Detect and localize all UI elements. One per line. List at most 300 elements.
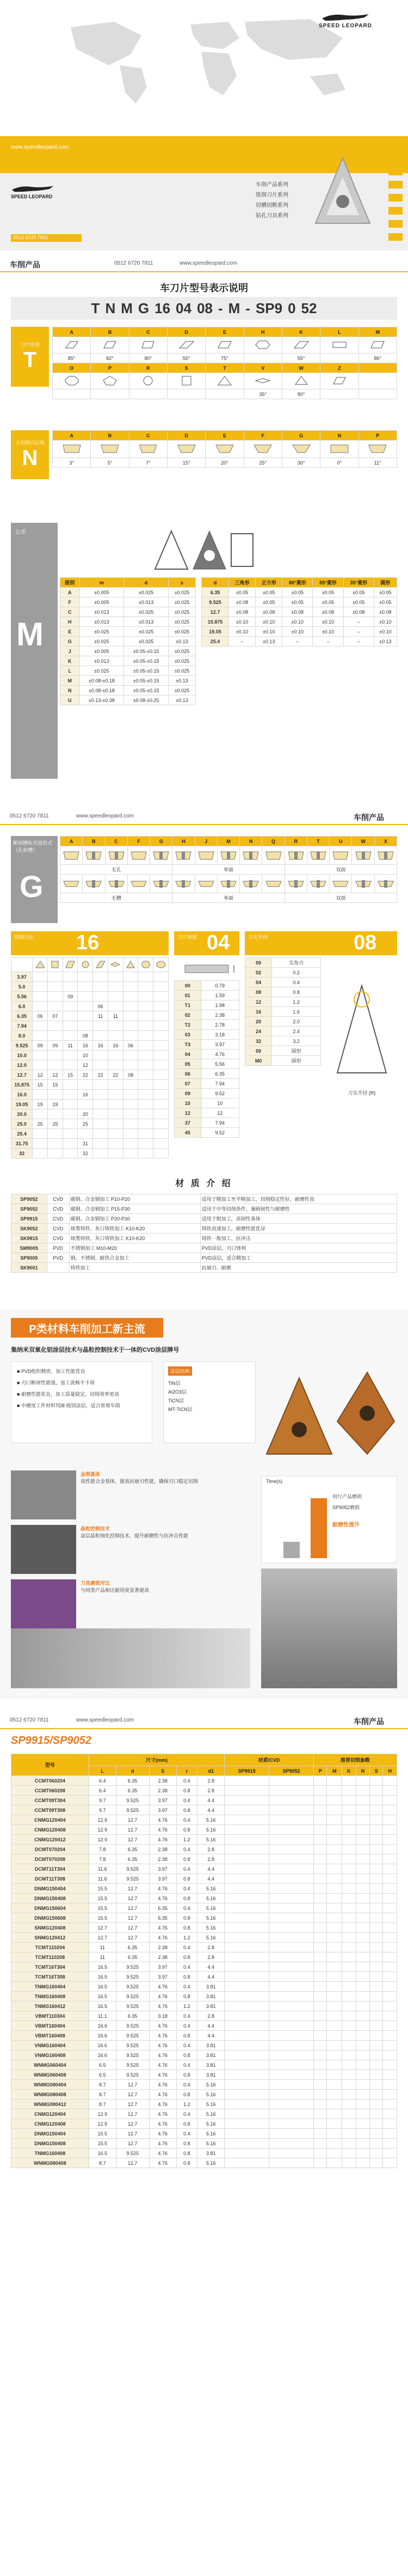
product-cell: 0.4 bbox=[176, 1903, 197, 1913]
hexagon-icon bbox=[244, 337, 282, 353]
cover-website[interactable]: www.speedleopard.com bbox=[11, 144, 69, 150]
insert-section-icon bbox=[307, 846, 329, 865]
size-cell bbox=[123, 1100, 138, 1109]
ic-col: 35°菱形 bbox=[343, 578, 374, 588]
size-cell bbox=[108, 1021, 123, 1031]
material-cell: SK9052 bbox=[11, 1224, 47, 1234]
insert-section-icon bbox=[374, 846, 397, 865]
material-cell: PVD bbox=[47, 1243, 69, 1253]
material-cell: 铸铁一般加工，抗冲击 bbox=[200, 1234, 397, 1243]
product-cell: 2.38 bbox=[149, 1845, 176, 1854]
product-cell: 12.9 bbox=[89, 2109, 116, 2119]
size-cell bbox=[33, 1002, 48, 1011]
product-cell: 12.7 bbox=[116, 2090, 149, 2099]
size-cell: 06 bbox=[93, 1002, 108, 1011]
product-cell: 4.76 bbox=[149, 2139, 176, 2148]
size-cell: 10 bbox=[78, 1051, 93, 1060]
thick-cell: 06 bbox=[175, 1069, 201, 1079]
product-cell: 4.76 bbox=[149, 2001, 176, 2011]
thick-row bbox=[175, 1010, 239, 1020]
material-cell: SP9052 bbox=[11, 1194, 47, 1204]
g-icon-row bbox=[60, 846, 397, 865]
product-cell: 0.4 bbox=[176, 1982, 197, 1992]
section4-phone: 0512 6720 7811 bbox=[10, 1717, 49, 1723]
size-cell bbox=[138, 1041, 153, 1051]
cover-menu-item[interactable]: 铣削刀片系列 bbox=[256, 192, 288, 198]
chart-legend: SP9052磨损 bbox=[332, 1505, 360, 1510]
rhombus-icon bbox=[91, 337, 129, 353]
cover-brand-name: SPEED LEOPARD bbox=[11, 194, 53, 199]
size-cell bbox=[33, 982, 48, 992]
product-cell: 1.2 bbox=[176, 2001, 197, 2011]
ic-cell: ±0.05 bbox=[343, 597, 374, 607]
size-cell: 09 bbox=[63, 992, 78, 1002]
insert-section-icon bbox=[83, 846, 105, 865]
tolerance-cell: ±0.025 bbox=[168, 607, 195, 617]
product-cell: 2.38 bbox=[149, 1943, 176, 1952]
shape-angle: 85° bbox=[53, 353, 91, 363]
feature-text: 涂层晶粒细化控制技术，提升耐磨性与抗冲击性能 bbox=[81, 1533, 189, 1539]
product-cell: 4.76 bbox=[149, 2031, 176, 2041]
size-header bbox=[11, 931, 169, 955]
g-code: B bbox=[83, 837, 105, 846]
feature-list bbox=[11, 1470, 250, 1628]
size-cell bbox=[108, 1119, 123, 1129]
size-cell bbox=[153, 1060, 169, 1070]
product-cell: DCMT11T304 bbox=[11, 1864, 89, 1874]
product-cell: 0.8 bbox=[176, 1825, 197, 1835]
size-cell: 6.35 bbox=[11, 1011, 33, 1021]
product-cell: 9.525 bbox=[116, 2070, 149, 2080]
product-cell: 0.8 bbox=[176, 2139, 197, 2148]
shape-angle: 80° bbox=[282, 389, 320, 399]
cover-menu-item[interactable]: 切槽切断系列 bbox=[256, 203, 288, 209]
size-cell bbox=[108, 1080, 123, 1090]
product-cell: 16.5 bbox=[89, 2148, 116, 2158]
product-cell: 11.1 bbox=[89, 2011, 116, 2021]
material-cell: 铸铁高速加工，耐磨性能优异 bbox=[200, 1224, 397, 1234]
bullet-item: ■ PVD组织精密，加工性能优良 bbox=[17, 1369, 85, 1374]
relief-angle-icon bbox=[358, 441, 397, 458]
tolerance-cell: N bbox=[60, 686, 80, 695]
feature-text: 与同类产品相比耐用度显著提高 bbox=[81, 1588, 150, 1593]
product-row bbox=[11, 2139, 397, 2148]
product-cell: 5.16 bbox=[197, 2109, 225, 2119]
product-cell: 16.6 bbox=[89, 2031, 116, 2041]
ic-col: 圆形 bbox=[374, 578, 397, 588]
cover-phone: 0512 6720 7811 bbox=[13, 235, 48, 240]
pentagon-icon bbox=[91, 373, 129, 389]
insert-section-icon bbox=[127, 846, 150, 865]
product-cell: 3.97 bbox=[149, 1864, 176, 1874]
coating-structure bbox=[163, 1362, 256, 1443]
size-cell bbox=[123, 1119, 138, 1129]
relief-angle-icon bbox=[282, 441, 320, 458]
product-cell: 9.525 bbox=[116, 2050, 149, 2060]
rhombus-icon bbox=[244, 373, 282, 389]
size-cell bbox=[93, 1109, 108, 1119]
size-cell bbox=[33, 1090, 48, 1100]
product-cell: 5.16 bbox=[197, 1903, 225, 1913]
tolerance-cell: ±0.025 bbox=[79, 627, 124, 637]
ic-cell: ±0.13 bbox=[374, 637, 397, 646]
size-cell bbox=[63, 1119, 78, 1129]
radius-cell: 3.2 bbox=[272, 1036, 321, 1046]
tolerance-panel bbox=[11, 523, 58, 779]
ic-cell: ±0.10 bbox=[282, 617, 313, 627]
size-row bbox=[11, 1070, 169, 1080]
size-cell bbox=[108, 1051, 123, 1060]
size-cell bbox=[63, 1109, 78, 1119]
radius-note: 刀尖半径 (R) bbox=[348, 1090, 376, 1096]
size-cell bbox=[78, 1002, 93, 1011]
size-cell bbox=[123, 982, 138, 992]
product-cell: CNMG120412 bbox=[11, 1835, 89, 1845]
shape-icon-row bbox=[53, 373, 397, 389]
size-cell bbox=[63, 1090, 78, 1100]
size-cell: 32 bbox=[11, 1149, 33, 1158]
product-cell: TCMT16T308 bbox=[11, 1972, 89, 1982]
size-cell bbox=[63, 1129, 78, 1139]
model-code-bar bbox=[11, 297, 397, 320]
product-cell: 9.525 bbox=[116, 2021, 149, 2031]
shape-icon-row bbox=[53, 337, 397, 353]
size-cell bbox=[47, 1109, 63, 1119]
product-cell: 5.16 bbox=[197, 1894, 225, 1903]
size-cell bbox=[33, 1109, 48, 1119]
product-row bbox=[11, 2031, 397, 2041]
product-cell: 6.35 bbox=[116, 1943, 149, 1952]
workpiece-photo bbox=[11, 1628, 250, 1688]
radius-value: 08 bbox=[354, 931, 377, 954]
product-row bbox=[11, 1982, 397, 1992]
insert-section-icon bbox=[374, 875, 397, 893]
product-cell: 16.6 bbox=[89, 2050, 116, 2060]
product-cell: 0.4 bbox=[176, 1776, 197, 1786]
col-subheader: S bbox=[149, 1766, 176, 1776]
size-cell bbox=[153, 1080, 169, 1090]
insert-section-icon bbox=[285, 875, 307, 893]
col-subheader: H bbox=[383, 1766, 397, 1776]
thick-cell: 5.56 bbox=[201, 1059, 239, 1069]
octagon-icon bbox=[53, 373, 91, 389]
ic-row bbox=[202, 617, 397, 627]
product-cell: 0.4 bbox=[176, 1943, 197, 1952]
product-cell: DNMG150608 bbox=[11, 1913, 89, 1923]
tolerance-cell: ±0.13-±0.38 bbox=[79, 695, 124, 705]
tolerance-cell: J bbox=[60, 646, 80, 656]
cover-stripes bbox=[388, 142, 403, 241]
product-cell: 12.7 bbox=[116, 1835, 149, 1845]
bullet-item: ■ 刃口断屑性能强，加工流畅不卡屑 bbox=[17, 1380, 95, 1385]
section4-website[interactable]: www.speedleopard.com bbox=[76, 1717, 134, 1723]
size-cell: 08 bbox=[123, 1070, 138, 1080]
chart-bar bbox=[311, 1498, 327, 1558]
shape-angle bbox=[206, 389, 244, 399]
product-cell: DNMG150604 bbox=[11, 1903, 89, 1913]
product-cell: 0.8 bbox=[176, 2050, 197, 2060]
product-cell: TCMT16T304 bbox=[11, 1962, 89, 1972]
cover-menu-item[interactable]: 钻孔刀具系列 bbox=[256, 213, 288, 219]
size-cell bbox=[47, 972, 63, 982]
section1-website[interactable]: www.speedleopard.com bbox=[180, 260, 238, 266]
shape-angle bbox=[320, 389, 358, 399]
product-cell: 12.7 bbox=[116, 2119, 149, 2129]
relief-angle-icon bbox=[91, 441, 129, 458]
size-cell: 25 bbox=[47, 1119, 63, 1129]
thick-cell: T3 bbox=[175, 1040, 201, 1049]
size-cell bbox=[138, 1011, 153, 1021]
tolerance-cell: ±0.005 bbox=[79, 646, 124, 656]
size-cell: 09 bbox=[47, 1041, 63, 1051]
thick-cell: 9.52 bbox=[201, 1089, 239, 1098]
ic-cell: ±0.05 bbox=[313, 588, 343, 597]
product-row bbox=[11, 2041, 397, 2050]
size-cell: 20 bbox=[78, 1109, 93, 1119]
ic-col: 55°菱形 bbox=[313, 578, 343, 588]
shape-angle: 55° bbox=[282, 353, 320, 363]
relief-code: D bbox=[167, 431, 205, 441]
product-cell: TNMG160408 bbox=[11, 1992, 89, 2001]
size-row bbox=[11, 1129, 169, 1139]
product-cell: 8.7 bbox=[89, 2090, 116, 2099]
size-row bbox=[11, 1002, 169, 1011]
size-cell bbox=[63, 1011, 78, 1021]
tolerance-cell: ±0.13 bbox=[168, 695, 195, 705]
product-cell: 0.8 bbox=[176, 1894, 197, 1903]
tolerance-cell: K bbox=[60, 656, 80, 666]
thick-row bbox=[175, 1118, 239, 1128]
shape-angle: 82° bbox=[91, 353, 129, 363]
product-cell: 0.8 bbox=[176, 1854, 197, 1864]
insert-section-icon bbox=[330, 846, 352, 865]
size-cell bbox=[47, 1060, 63, 1070]
relief-letter: N bbox=[22, 446, 38, 470]
radius-cell: 圆形 bbox=[272, 1046, 321, 1056]
radius-cell: 0.8 bbox=[272, 987, 321, 997]
product-cell: VNMG160408 bbox=[11, 2050, 89, 2060]
thick-cell: T2 bbox=[175, 1020, 201, 1030]
product-cell: 5.16 bbox=[197, 2139, 225, 2148]
thick-header bbox=[174, 931, 239, 955]
product-cell: 4.76 bbox=[149, 1884, 176, 1894]
size-cell: 20.0 bbox=[11, 1109, 33, 1119]
g-code: H bbox=[172, 837, 195, 846]
product-cell: 6.5 bbox=[89, 2070, 116, 2080]
tolerance-cell: ±0.013 bbox=[79, 617, 124, 627]
size-cell bbox=[93, 1139, 108, 1149]
tolerance-cell: ±0.08-±0.18 bbox=[79, 686, 124, 695]
size-cell: 25 bbox=[33, 1119, 48, 1129]
size-cell bbox=[123, 992, 138, 1002]
product-cell: CCMT09T304 bbox=[11, 1796, 89, 1805]
feature-item bbox=[11, 1470, 250, 1519]
size-cell bbox=[108, 1139, 123, 1149]
material-row bbox=[11, 1253, 397, 1263]
thick-row bbox=[175, 1069, 239, 1079]
coating-line: Al2O3层 bbox=[168, 1389, 187, 1395]
radius-cell: 1.6 bbox=[272, 1007, 321, 1017]
shape-table bbox=[52, 327, 397, 399]
product-cell: 4.76 bbox=[149, 1815, 176, 1825]
product-cell: 16.6 bbox=[89, 2041, 116, 2050]
grain-image bbox=[11, 1525, 76, 1574]
tolerance-cell: G bbox=[60, 637, 80, 646]
radius-row bbox=[245, 1007, 321, 1017]
product-cell: DNMG150408 bbox=[11, 2139, 89, 2148]
product-cell: 6.35 bbox=[116, 1952, 149, 1962]
shape-code: S bbox=[167, 363, 205, 373]
size-cell bbox=[108, 972, 123, 982]
tolerance-cell: ±0.013 bbox=[79, 607, 124, 617]
product-row bbox=[11, 1786, 397, 1796]
product-cell: 3.81 bbox=[197, 1992, 225, 2001]
g-code: U bbox=[330, 837, 352, 846]
size-cell bbox=[123, 1129, 138, 1139]
size-cell: 11 bbox=[108, 1011, 123, 1021]
product-row bbox=[11, 1952, 397, 1962]
product-cell: 12.7 bbox=[116, 2099, 149, 2109]
ic-cell: 25.4 bbox=[202, 637, 229, 646]
size-cell bbox=[108, 1031, 123, 1041]
product-cell: 0.8 bbox=[176, 1913, 197, 1923]
material-cell: 碳钢、合金钢加工 P15-P30 bbox=[69, 1204, 200, 1214]
radius-cell: 圆形 bbox=[272, 1056, 321, 1066]
product-cell: 4.76 bbox=[149, 2041, 176, 2050]
product-row bbox=[11, 1835, 397, 1845]
thick-row bbox=[175, 1098, 239, 1108]
radius-row bbox=[245, 1056, 321, 1066]
thick-cell: 45 bbox=[175, 1128, 201, 1138]
product-cell: 4.76 bbox=[149, 1825, 176, 1835]
product-row bbox=[11, 1864, 397, 1874]
shape-code: M bbox=[358, 327, 397, 337]
ic-cell: 6.35 bbox=[202, 588, 229, 597]
brand-logo bbox=[294, 11, 397, 35]
size-cell bbox=[123, 1021, 138, 1031]
size-cell bbox=[78, 1011, 93, 1021]
size-cell bbox=[153, 1002, 169, 1011]
g-desc: 双面 bbox=[285, 893, 397, 903]
product-cell: 9.525 bbox=[116, 2060, 149, 2070]
product-cell: 15.5 bbox=[89, 2139, 116, 2148]
ic-cell: 19.05 bbox=[202, 627, 229, 637]
thick-row bbox=[175, 1040, 239, 1049]
size-cell bbox=[123, 1051, 138, 1060]
cover-menu-item[interactable]: 车削产品系列 bbox=[256, 182, 288, 188]
material-cell: CVD bbox=[47, 1224, 69, 1234]
size-cell bbox=[138, 1002, 153, 1011]
product-cell: 6.35 bbox=[116, 1786, 149, 1796]
product-cell: DNMG150404 bbox=[11, 1884, 89, 1894]
size-cell: 7.94 bbox=[11, 1021, 33, 1031]
product-row bbox=[11, 2070, 397, 2080]
code-letter: 08 bbox=[196, 300, 213, 316]
material-cell: CVD bbox=[47, 1234, 69, 1243]
product-cell: 2.8 bbox=[197, 2011, 225, 2021]
radius-cell: 16 bbox=[245, 1007, 272, 1017]
relief-angle-icon bbox=[244, 441, 282, 458]
size-cell bbox=[47, 1129, 63, 1139]
relief-angle-icon bbox=[320, 441, 358, 458]
insert-section-icon bbox=[60, 875, 83, 893]
product-cell: 0.8 bbox=[176, 1992, 197, 2001]
insert-section-icon bbox=[307, 875, 329, 893]
product-cell: 4.76 bbox=[149, 1923, 176, 1933]
product-cell: 5.16 bbox=[197, 2090, 225, 2099]
size-cell bbox=[93, 1149, 108, 1158]
product-cell: 4.4 bbox=[197, 2031, 225, 2041]
size-cell: 16 bbox=[78, 1041, 93, 1051]
bullet-item: ■ 耐磨性能优良，加工质量稳定，切削效率更高 bbox=[17, 1391, 119, 1397]
tolerance-row bbox=[60, 637, 196, 646]
tolerance-rows bbox=[60, 588, 196, 705]
size-cell: 32 bbox=[78, 1149, 93, 1158]
product-cell: 4.76 bbox=[149, 1992, 176, 2001]
tolerance-col: m bbox=[79, 578, 124, 588]
product-cell: 6.35 bbox=[116, 2011, 149, 2021]
tolerance-letter: M bbox=[16, 616, 44, 652]
feature-text: 高性能合金基体，提高抗崩刃性能，确保刃口稳定切削 bbox=[81, 1479, 199, 1484]
ic-cell: 12.7 bbox=[202, 607, 229, 617]
product-cell: 5.16 bbox=[197, 2129, 225, 2139]
material-cell: 碳钢、合金钢加工 P10-P20 bbox=[69, 1194, 200, 1204]
coating-label: 涂层结构 bbox=[168, 1366, 192, 1376]
product-cell: 8.7 bbox=[89, 2099, 116, 2109]
shape-angle bbox=[91, 389, 129, 399]
size-row bbox=[11, 1041, 169, 1051]
trigon-icon bbox=[123, 958, 138, 972]
code-letter: M bbox=[121, 300, 133, 316]
product-cell: 3.81 bbox=[197, 2050, 225, 2060]
tolerance-cell: ±0.013 bbox=[79, 656, 124, 666]
size-cell bbox=[33, 1060, 48, 1070]
coating-line: MT-TiCN层 bbox=[168, 1407, 193, 1412]
product-cell: 12.7 bbox=[116, 2139, 149, 2148]
material-cell: SK9001 bbox=[11, 1263, 47, 1273]
ic-cell: ±0.10 bbox=[313, 627, 343, 637]
thick-cell: 2.38 bbox=[201, 1010, 239, 1020]
size-cell bbox=[108, 1100, 123, 1109]
product-cell: 6.35 bbox=[116, 1776, 149, 1786]
size-cell bbox=[138, 1149, 153, 1158]
g-letter: G bbox=[20, 869, 44, 904]
tolerance-cell: ±0.013 bbox=[124, 597, 169, 607]
product-rows bbox=[11, 1776, 397, 2168]
ic-cell: ±0.10 bbox=[313, 617, 343, 627]
code-letter: - bbox=[245, 300, 250, 316]
size-cell bbox=[108, 1060, 123, 1070]
section2-website[interactable]: www.speedleopard.com bbox=[76, 813, 134, 819]
size-cell: 12.0 bbox=[11, 1060, 33, 1070]
product-cell: 4.76 bbox=[149, 2119, 176, 2129]
product-cell: 0.4 bbox=[176, 2109, 197, 2119]
size-cell bbox=[138, 1100, 153, 1109]
size-cell: 11 bbox=[93, 1011, 108, 1021]
radius-cell: 04 bbox=[245, 978, 272, 987]
product-cell: 15.5 bbox=[89, 1894, 116, 1903]
product-cell: 3.97 bbox=[149, 1796, 176, 1805]
shape-angle-row bbox=[53, 353, 397, 363]
product-cell: 11 bbox=[89, 1943, 116, 1952]
product-cell: 9.525 bbox=[116, 1805, 149, 1815]
size-cell bbox=[63, 1139, 78, 1149]
product-row bbox=[11, 1805, 397, 1815]
material-cell: 抗崩刃、耐磨 bbox=[200, 1263, 397, 1273]
g-table bbox=[60, 836, 397, 903]
material-row bbox=[11, 1243, 397, 1253]
insert-section-icon bbox=[105, 875, 127, 893]
